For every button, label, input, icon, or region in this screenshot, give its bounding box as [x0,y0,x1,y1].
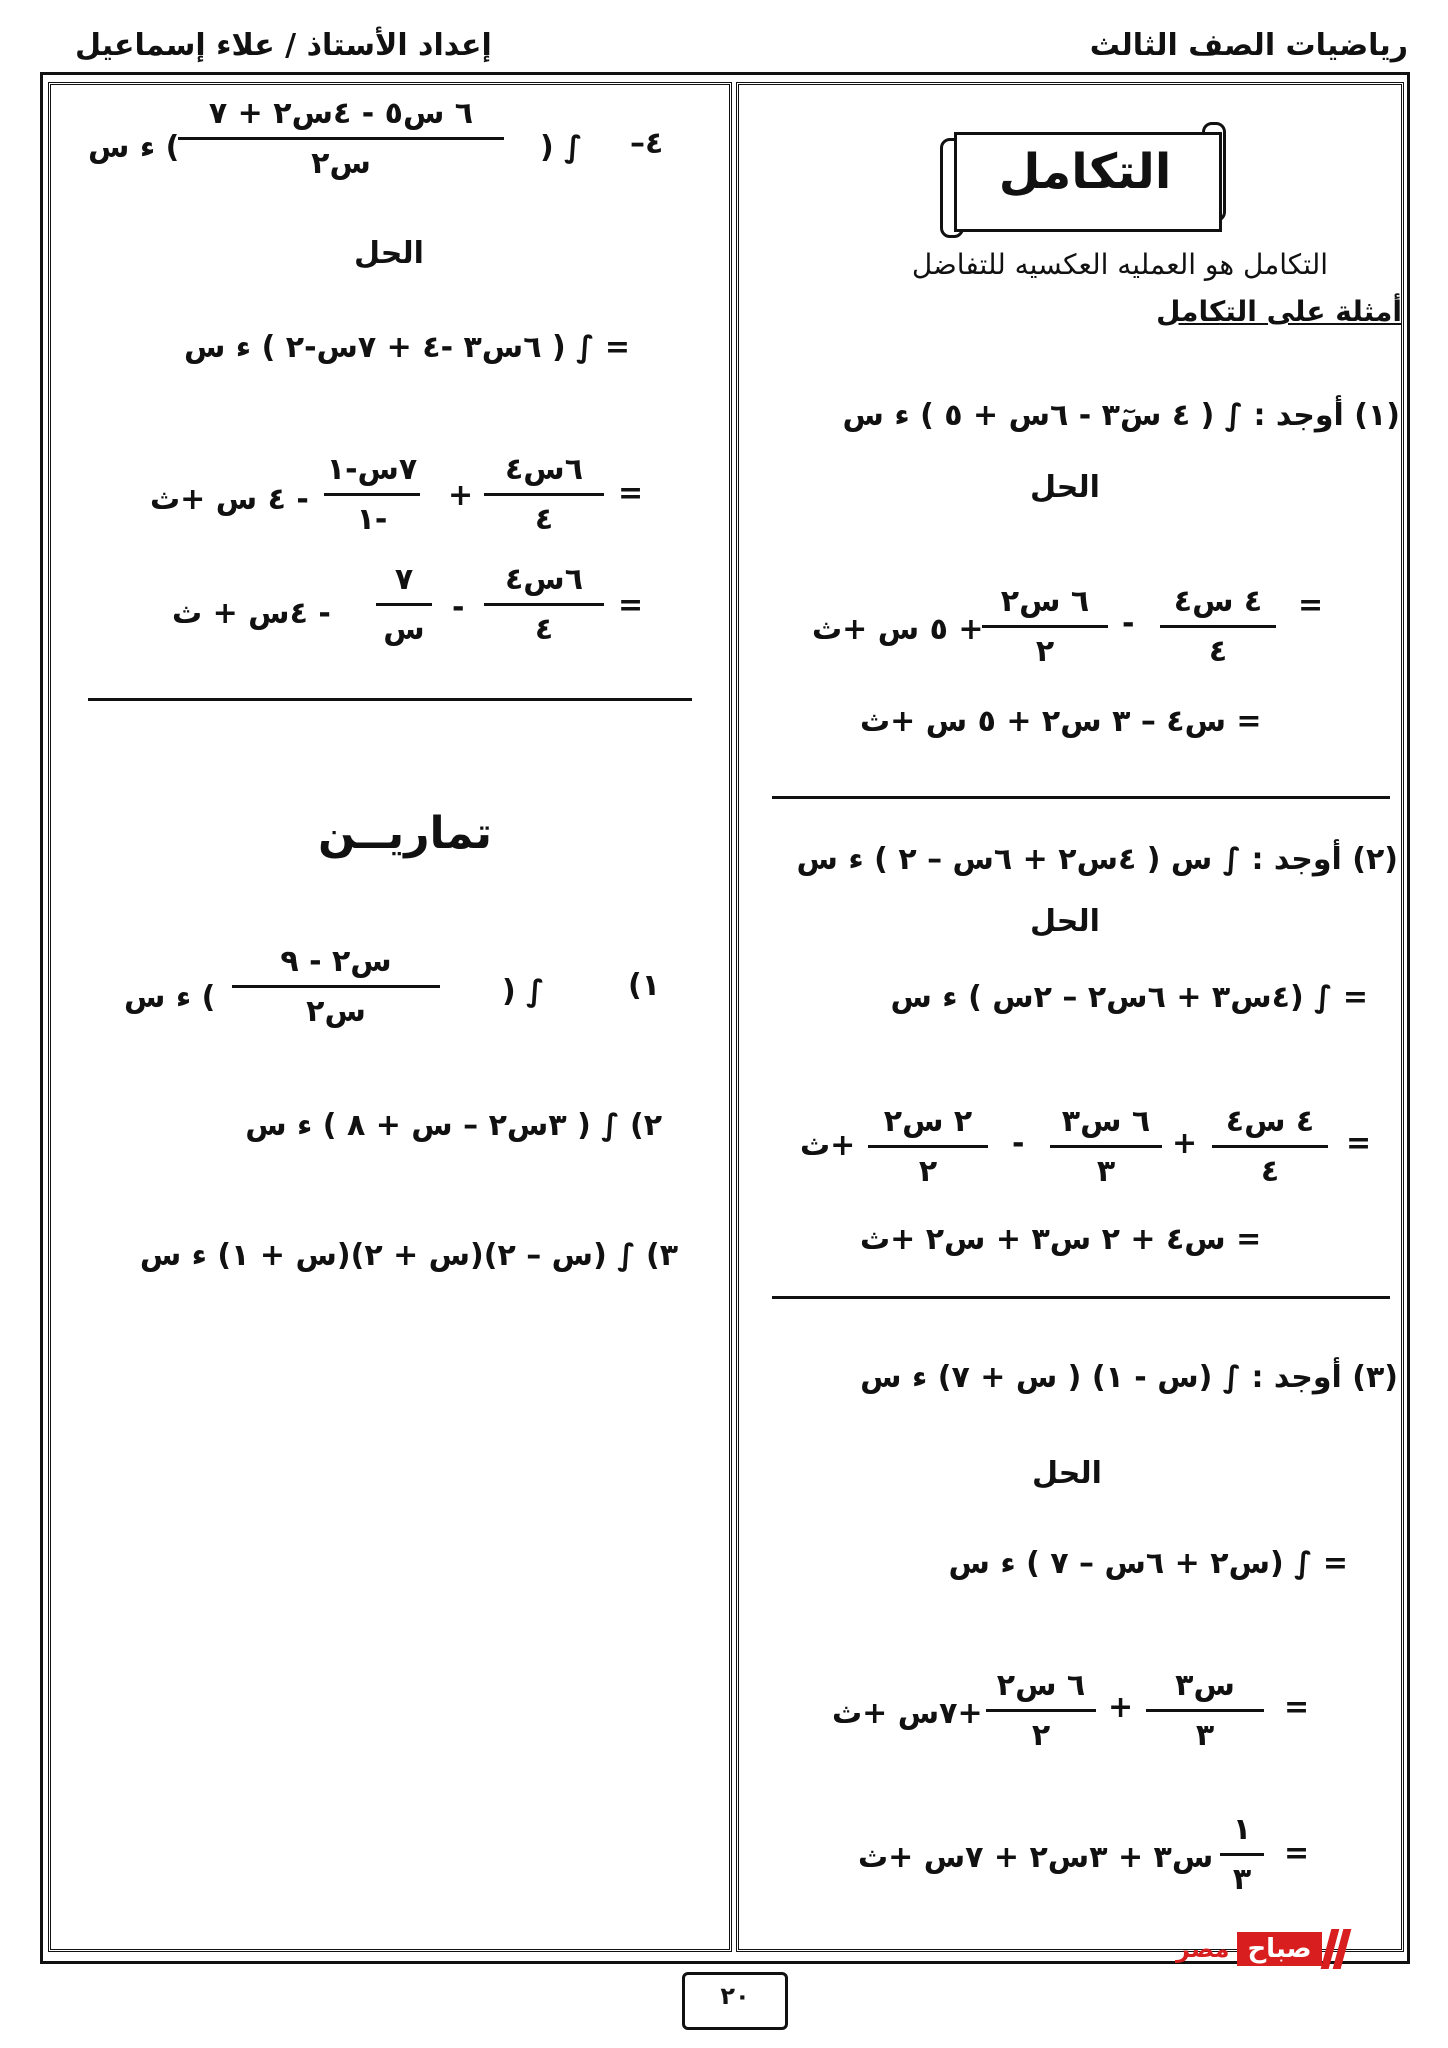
ex2-result: = س٤ + ٢ س٣ + س٢ +ث [860,1222,1262,1257]
ex4-equals: = [618,476,644,511]
exercise-3: ٣) ∫ (س – ٢)(س + ٢)(س + ١) ء س [139,1238,678,1273]
ex4-plus: + [448,478,474,513]
ex3-step1: = ∫ (س٢ + ٦س – ٧ ) ء س [948,1546,1348,1581]
ex4-integral: ∫ ( [540,130,583,165]
ex2-solution-label: الحل [1030,904,1100,939]
ex1-solution-label: الحل [1030,470,1100,505]
page-number-scroll [672,1966,796,2038]
ex2-question: (٢) أوجد : ∫ س ( ٤س٢ + ٦س – ٢ ) ء س [796,842,1398,877]
ex4-frac-c: ٦س٤ ٤ [484,562,604,647]
ex4-frac-a: ٦س٤ ٤ [484,452,604,537]
logo-text-a: صباح [1237,1932,1321,1966]
ex3-solution-label: الحل [1032,1456,1102,1491]
ex1-frac-a: ٤ س٤ ٤ [1160,584,1276,669]
exercise-2: ٢) ∫ ( ٣س٢ – س + ٨ ) ء س [245,1108,662,1143]
divider [772,1296,1390,1299]
ex2-tail: +ث [800,1128,856,1163]
ex2-frac-b: ٦ س٣ ٣ [1050,1104,1162,1189]
ex3-tail: +٧س +ث [832,1696,983,1731]
ex4-frac-b: ٧س-١ ١- [324,452,420,537]
ex2-frac-a: ٤ س٤ ٤ [1212,1104,1328,1189]
ex1-minus: - [1122,606,1135,641]
exercise-1-tail: ) ء س [124,980,216,1015]
ex4-frac-d: ٧ س [376,562,432,647]
exercise-1-integral: ∫ ( [502,974,545,1009]
ex4-tail3: - ٤س + ث [172,596,331,631]
ex1-tail: + ٥ س +ث [812,612,984,647]
exercise-1-frac: س٢ - ٩ س٢ [232,944,440,1029]
ex3-equals: = [1284,1690,1310,1725]
ex4-tail2: - ٤ س +ث [150,482,309,517]
ex3-frac-a: س٣ ٣ [1146,1668,1264,1753]
ex3-result: س٣ + ٣س٢ + ٧س +ث [858,1840,1214,1875]
header-subject: رياضيات الصف الثالث [1089,28,1408,63]
ex3-frac-third: ١ ٣ [1220,1812,1264,1897]
ex3-question: (٣) أوجد : ∫ (س - ١) ( س + ٧) ء س [860,1360,1398,1395]
ex3-plus: + [1108,1690,1134,1725]
ex3-frac-b: ٦ س٢ ٢ [986,1668,1096,1753]
ex3-equals-2: = [1284,1836,1310,1871]
header-author: إعداد الأستاذ / علاء إسماعيل [75,28,492,63]
divider [88,698,692,701]
ex4-frac: ٦ س٥ - ٤س٢ + ٧ س٢ [178,96,504,181]
ex2-frac-c: ٢ س٢ ٢ [868,1104,988,1189]
ex1-frac-b: ٦ س٢ ٢ [982,584,1108,669]
exercise-1-number: ١) [628,968,661,1003]
ex2-step1: = ∫ (٤س٣ + ٦س٢ – ٢س ) ء س [890,980,1368,1015]
page-title: التكامل [998,144,1172,200]
examples-heading: أمثلة على التكامل [1156,295,1402,328]
ex2-minus: - [1012,1126,1025,1161]
title-scroll [940,122,1224,232]
ex1-result: = س٤ – ٣ س٢ + ٥ س +ث [860,704,1262,739]
ex2-equals: = [1346,1126,1372,1161]
page-number: ٢٠ [720,1982,750,2010]
ex4-step1: = ∫ ( ٦س٣ -٤ + ٧س-٢ ) ء س [183,330,630,365]
definition-text: التكامل هو العمليه العكسيه للتفاضل [911,248,1328,281]
ex4-number: ٤– [630,126,664,161]
logo-text-b: مصر [1176,1935,1230,1963]
ex4-equals-2: = [618,588,644,623]
ex4-tail: ) ء س [88,130,180,165]
ex1-equals: = [1298,588,1324,623]
exercises-heading: تماريــن [318,808,493,859]
ex2-plus: + [1172,1126,1198,1161]
publisher-logo [1172,1928,1346,1970]
divider [772,796,1390,799]
ex4-solution-label: الحل [354,236,424,271]
ex1-question: (١) أوجد : ∫ ( ٤ سٓ٣ - ٦س + ٥ ) ء س [842,398,1400,433]
ex4-minus: - [452,590,465,625]
